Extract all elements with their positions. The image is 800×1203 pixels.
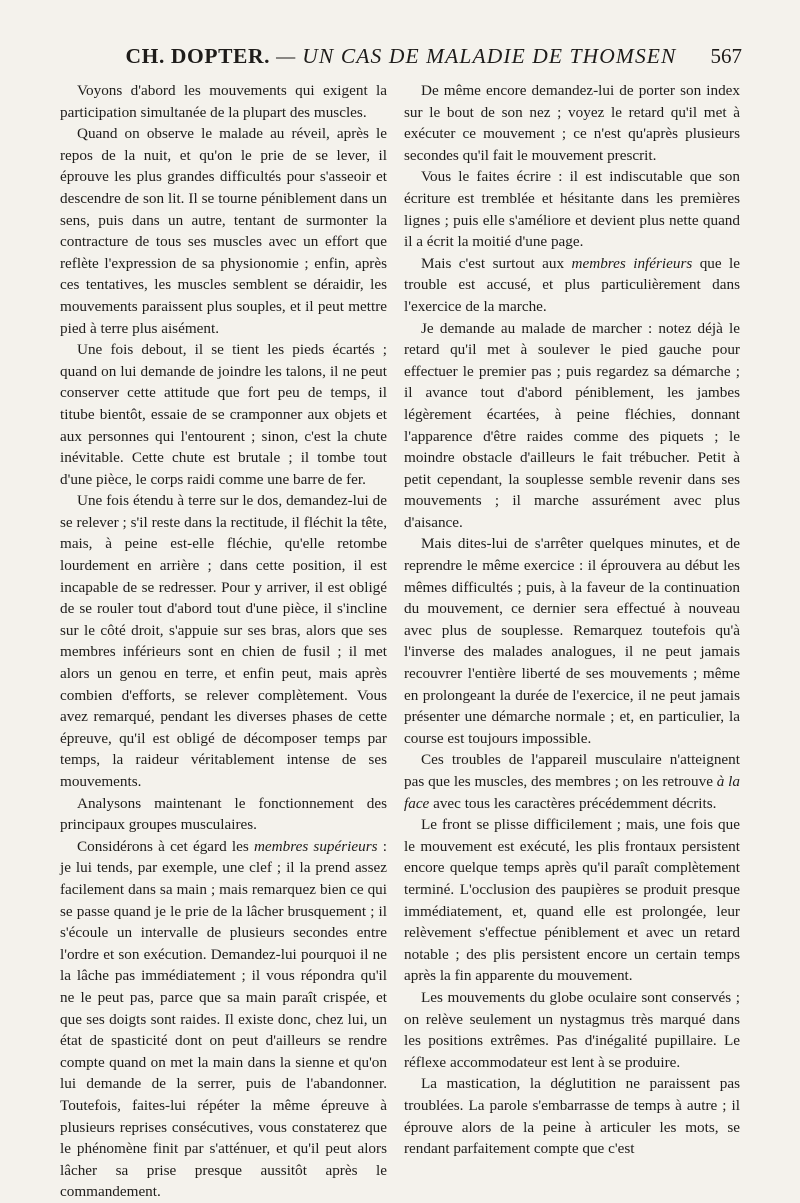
right-text-column — [404, 80, 740, 1160]
text-run: Le front se plisse difficilement ; mais, une fois que le mouvement est exécuté, les plis frontaux persistent encore quelque temps après qu'il paraît complètement terminé. L'occlusion des paupières se produit presque immédiatement, et, quand elle est prolongée, leur relèvement s'effectue péniblement et avec un retard notable ; des plis persistent encore un certain temps après la fin apparente du mouvement. — [404, 816, 740, 985]
author-name: CH. DOPTER. — [125, 44, 271, 68]
text-run: Une fois étendu à terre sur le dos, demandez-lui de se relever ; s'il reste dans la rectitude, il fléchit la tête, mais, à peine est-elle fléchie, qu'elle retombe lourdement en arrière ; dans cette position, il est incapable de se redresser. Pour y arriver, il est obligé de se rouler tout d'abord tout d'une pièce, il s'incline sur le côté droit, s'appuie sur ses bras, alors que ses membres inférieurs sont en chien de fusil ; il met alors un genou en terre, et enfin peut, mais après combien d'efforts, se relever complètement. Vous avez remarqué, pendant les diverses phases de cette épreuve, qu'il est obligé de décomposer temps par temps, la raideur véritablement intense de ses mouvements. — [60, 492, 387, 790]
text-run: : je lui tends, par exemple, une clef ; il la prend assez facilement dans sa main ; mais remarquez bien ce qui se passe quand je le prie de la lâcher brusquement ; il s'écoule un intervalle de plusieurs secondes entre l'ordre et son exécution. Demandez-lui pourquoi il ne la lâche pas immédiatement ; il vous répondra qu'il ne le peut pas, parce que sa main paraît crispée, et que ses doigts sont raides. Il existe donc, chez lui, un état de spasticité dont on peut d'ailleurs se rendre compte quand on met la main dans la sienne et qu'on lui demande de la serrer, puis de l'abandonner. Toutefois, faites-lui répéter la même épreuve à plusieurs reprises consécutives, vous constaterez que le phénomène finit par s'atténuer, et qu'il peut alors lâcher sa prise presque aussitôt après le commandement. — [60, 837, 387, 1201]
article-title: UN CAS DE MALADIE DE THOMSEN — [302, 44, 677, 68]
paragraph — [404, 814, 740, 987]
text-run: Ces troubles de l'appareil musculaire n'atteignent pas que les muscles, des membres ; on les retrouve — [404, 751, 740, 790]
paragraph — [404, 749, 740, 814]
paragraph — [404, 987, 740, 1073]
paragraph — [404, 253, 740, 318]
text-run: Je demande au malade de marcher : notez déjà le retard qu'il met à soulever le pied gauche pour effectuer le premier pas ; puis regardez sa démarche ; il avance tout d'abord péniblement, les jambes légèrement écartées, à peine fléchies, donnant l'apparence d'être raides comme des piquets ; le moindre obstacle d'ailleurs le fait trébucher. Petit à petit cependant, la souplesse semble revenir dans ses mouvements ; il marche assurément avec plus d'aisance. — [404, 319, 740, 531]
running-title — [60, 44, 742, 69]
emphasis-text: membres supérieurs — [253, 837, 378, 855]
text-run: La mastication, la déglutition ne paraissent pas troublées. La parole s'embarrasse de temps à autre ; il éprouve alors de la peine à articuler les mots, se rendant parfaitement compte que c'est — [404, 1075, 740, 1158]
paragraph — [60, 490, 387, 792]
text-run: De même encore demandez-lui de porter son index sur le bout de son nez ; voyez le retard qu'il met à exécuter ce mouvement ; ce n'est qu'après plusieurs secondes qu'il fait le mouvement prescrit. — [404, 82, 740, 164]
text-run: Voyons d'abord les mouvements qui exigent la participation simultanée de la plupart des muscles. — [60, 82, 387, 121]
paragraph — [404, 1073, 740, 1159]
paragraph — [404, 318, 740, 534]
text-run: Vous le faites écrire : il est indiscutable que son écriture est tremblée et hésitante dans les premières lignes ; puis elle s'améliore et devient plus nette quand il a écrit la moitié d'une page. — [404, 168, 740, 251]
paragraph — [60, 339, 387, 490]
text-run: Analysons maintenant le fonctionnement des principaux groupes musculaires. — [60, 794, 387, 834]
text-run: Les mouvements du globe oculaire sont conservés ; on relève seulement un nystagmus très marqué dans les positions extrêmes. Pas d'inégalité pupillaire. Le réflexe accommodateur est lent à se produire. — [404, 988, 740, 1071]
paragraph — [60, 793, 387, 836]
paragraph — [60, 80, 387, 123]
paragraph — [404, 80, 740, 166]
paragraph — [60, 123, 387, 339]
text-run: Mais dites-lui de s'arrêter quelques minutes, et de reprendre le même exercice : il éprouvera au début les mêmes difficultés ; puis, à la faveur de la continuation du mouvement, ce dernier sera effectué à nouveau avec plus de souplesse. Remarquez toutefois qu'à l'inverse des malades analogues, il ne peut jamais recouvrer l'entière liberté de ses mouvements ; même en prolongeant la durée de l'exercice, il ne peut jamais présenter une démarche normale ; et, en particulier, la course est toujours impossible. — [404, 535, 740, 747]
text-run: Mais c'est surtout aux — [421, 254, 572, 272]
text-run: Quand on observe le malade au réveil, après le repos de la nuit, et qu'on le prie de se lever, il éprouve les plus grandes difficultés pour s'asseoir et descendre de son lit. Il se tourne péniblement dans un sens, puis dans un autre, tentant de surmonter la contracture de tous ses muscles avec un effort que reflète l'expression de sa physionomie ; enfin, après ces tentatives, les muscles semblent se déraidir, les mouvements paraissent plus souples, et il peut mettre pied à terre plus aisément. — [60, 125, 387, 337]
title-separator: — — [276, 44, 297, 68]
left-text-column — [60, 80, 387, 1203]
text-run: Considérons à cet égard les — [77, 837, 254, 855]
emphasis-text: membres inférieurs — [571, 254, 693, 272]
running-head — [60, 44, 742, 74]
emphasis-text: à la face — [404, 773, 740, 812]
page-number: 567 — [710, 44, 742, 68]
paragraph — [404, 533, 740, 749]
paragraph — [404, 166, 740, 252]
paragraph — [60, 836, 387, 1203]
text-run: avec tous les caractères précédemment décrits. — [429, 794, 717, 812]
text-run: que le trouble est accusé, et plus particulièrement dans l'exercice de la marche. — [404, 254, 741, 315]
text-run: Une fois debout, il se tient les pieds écartés ; quand on lui demande de joindre les talons, il ne peut conserver cette attitude que fort peu de temps, il titube bientôt, essaie de se cramponner aux objets et aux personnes qui l'entourent ; sinon, c'est la chute inévitable. Cette chute est brutale ; il tombe tout d'une pièce, le corps raidi comme une barre de fer. — [60, 341, 387, 488]
